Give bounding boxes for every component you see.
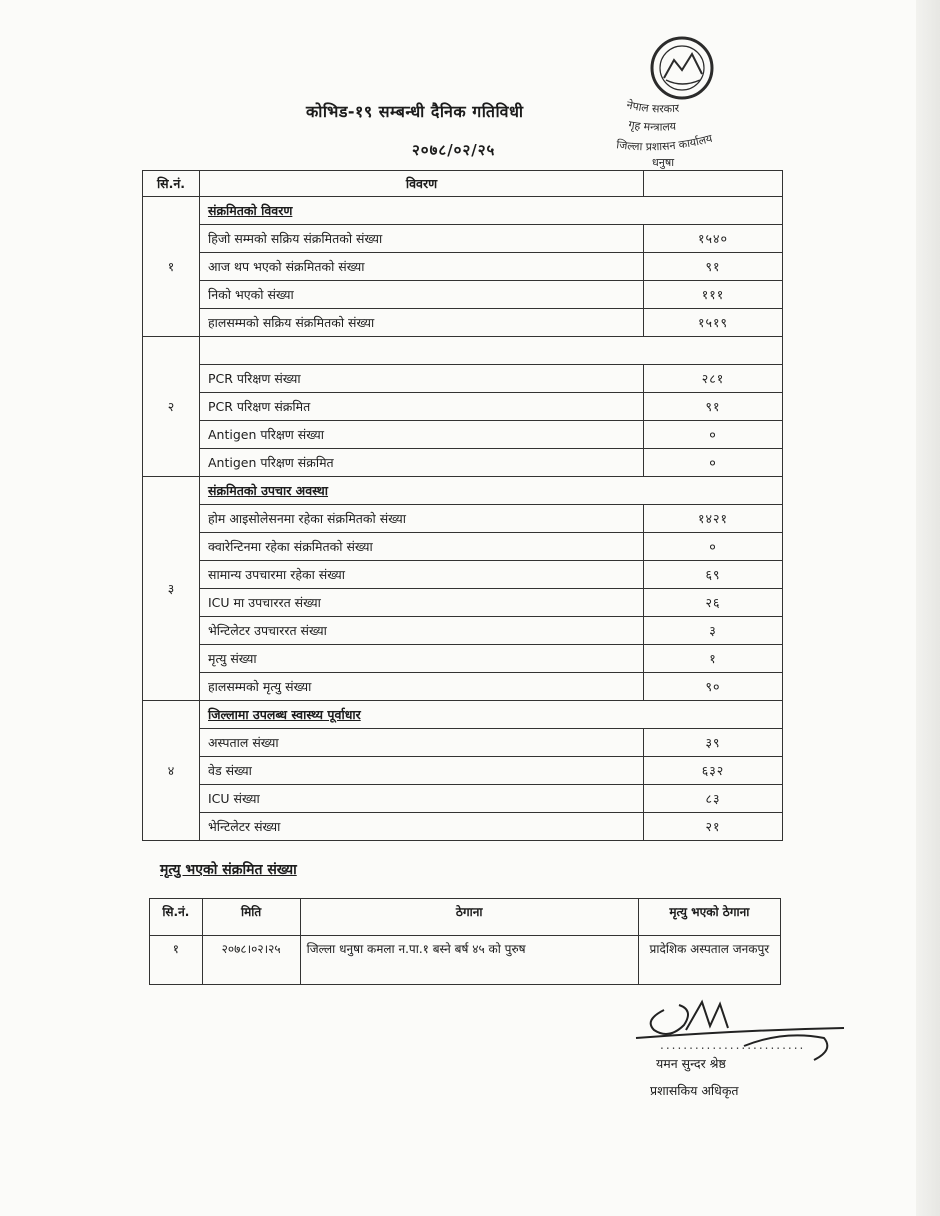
header-value xyxy=(644,171,783,197)
row-label: क्वारेन्टिनमा रहेका संक्रमितको संख्या xyxy=(200,533,644,561)
table-row xyxy=(143,393,783,421)
row-value: १५१९ xyxy=(644,309,783,337)
section-heading: संक्रमितको विवरण xyxy=(200,197,783,225)
covid-stats-table xyxy=(142,170,783,841)
row-value: २१ xyxy=(644,813,783,841)
deaths-header-row xyxy=(150,899,781,936)
table-row xyxy=(143,449,783,477)
section-number: २ xyxy=(143,337,200,477)
table-row xyxy=(143,757,783,785)
report-date: २०७८/०२/२५ xyxy=(412,141,496,159)
table-row xyxy=(143,645,783,673)
death-sn: १ xyxy=(150,936,203,985)
table-row xyxy=(143,561,783,589)
stamp-line-2: गृह मन्त्रालय xyxy=(627,118,677,134)
row-label: हिजो सम्मको सक्रिय संक्रमितको संख्या xyxy=(200,225,644,253)
row-value: ३९ xyxy=(644,729,783,757)
section-number: ३ xyxy=(143,477,200,701)
row-label: निको भएको संख्या xyxy=(200,281,644,309)
deaths-row xyxy=(150,936,781,985)
row-value: ६९ xyxy=(644,561,783,589)
section-heading-row xyxy=(143,197,783,225)
header-description: विवरण xyxy=(200,171,644,197)
stamp-line-3: जिल्ला प्रशासन कार्यालय xyxy=(615,131,714,154)
deaths-header-death-place: मृत्यु भएको ठेगाना xyxy=(638,899,780,936)
table-row xyxy=(143,505,783,533)
row-value: १४२१ xyxy=(644,505,783,533)
section-heading xyxy=(200,337,783,365)
header-sn: सि.नं. xyxy=(143,171,200,197)
table-header-row xyxy=(143,171,783,197)
deaths-header-sn: सि.नं. xyxy=(150,899,203,936)
stamp-line-1: नेपाल सरकार xyxy=(625,98,680,116)
row-label: ICU मा उपचाररत संख्या xyxy=(200,589,644,617)
row-value: ० xyxy=(644,533,783,561)
row-label: वेड संख्या xyxy=(200,757,644,785)
row-value: ० xyxy=(644,421,783,449)
deaths-header-date: मिति xyxy=(202,899,300,936)
row-value: ९० xyxy=(644,673,783,701)
row-value: ८३ xyxy=(644,785,783,813)
table-row xyxy=(143,253,783,281)
death-address: जिल्ला धनुषा कमला न.पा.१ बस्ने बर्ष ४५ को पुरुष xyxy=(300,936,638,985)
table-row xyxy=(143,813,783,841)
row-value: १११ xyxy=(644,281,783,309)
row-label: आज थप भएको संक्रमितको संख्या xyxy=(200,253,644,281)
page-title: कोभिड-१९ सम्बन्धी दैनिक गतिविधी xyxy=(306,102,524,121)
signatory-title: प्रशासकिय अधिकृत xyxy=(650,1083,739,1098)
row-value: ३ xyxy=(644,617,783,645)
page-edge xyxy=(916,0,940,1216)
row-label: PCR परिक्षण संक्रमित xyxy=(200,393,644,421)
table-row xyxy=(143,309,783,337)
table-row xyxy=(143,785,783,813)
table-row xyxy=(143,673,783,701)
table-row xyxy=(143,617,783,645)
table-row xyxy=(143,589,783,617)
stamp-line-4: धनुषा xyxy=(652,156,675,169)
section-number: १ xyxy=(143,197,200,337)
row-value: ० xyxy=(644,449,783,477)
death-date: २०७८।०२।२५ xyxy=(202,936,300,985)
row-value: २६ xyxy=(644,589,783,617)
row-label: भेन्टिलेटर संख्या xyxy=(200,813,644,841)
section-number: ४ xyxy=(143,701,200,841)
row-value: ९१ xyxy=(644,253,783,281)
row-label: सामान्य उपचारमा रहेका संख्या xyxy=(200,561,644,589)
signatory-name: यमन सुन्दर श्रेष्ठ xyxy=(656,1056,726,1071)
row-label: होम आइसोलेसनमा रहेका संक्रमितको संख्या xyxy=(200,505,644,533)
table-row xyxy=(143,729,783,757)
section-heading: जिल्लामा उपलब्ध स्वास्थ्य पूर्वाधार xyxy=(200,701,783,729)
section-heading-row xyxy=(143,701,783,729)
deaths-header-address: ठेगाना xyxy=(300,899,638,936)
section-heading: संक्रमितको उपचार अवस्था xyxy=(200,477,783,505)
row-label: PCR परिक्षण संख्या xyxy=(200,365,644,393)
row-label: हालसम्मको मृत्यु संख्या xyxy=(200,673,644,701)
table-row xyxy=(143,421,783,449)
row-value: १५४० xyxy=(644,225,783,253)
table-row xyxy=(143,533,783,561)
row-label: Antigen परिक्षण संख्या xyxy=(200,421,644,449)
row-label: अस्पताल संख्या xyxy=(200,729,644,757)
row-value: ६३२ xyxy=(644,757,783,785)
table-row xyxy=(143,281,783,309)
row-label: Antigen परिक्षण संक्रमित xyxy=(200,449,644,477)
row-value: ९१ xyxy=(644,393,783,421)
deaths-table xyxy=(149,898,781,985)
row-label: हालसम्मको सक्रिय संक्रमितको संख्या xyxy=(200,309,644,337)
row-label: मृत्यु संख्या xyxy=(200,645,644,673)
row-value: १ xyxy=(644,645,783,673)
row-label: ICU संख्या xyxy=(200,785,644,813)
table-row xyxy=(143,365,783,393)
row-value: २८१ xyxy=(644,365,783,393)
death-place: प्रादेशिक अस्पताल जनकपुर xyxy=(638,936,780,985)
row-label: भेन्टिलेटर उपचाररत संख्या xyxy=(200,617,644,645)
deaths-section-title: मृत्यु भएको संक्रमित संख्या xyxy=(160,862,297,878)
table-row xyxy=(143,225,783,253)
office-stamp xyxy=(606,30,758,170)
section-heading-row xyxy=(143,337,783,365)
section-heading-row xyxy=(143,477,783,505)
signature-line: ......................... xyxy=(660,1038,806,1052)
